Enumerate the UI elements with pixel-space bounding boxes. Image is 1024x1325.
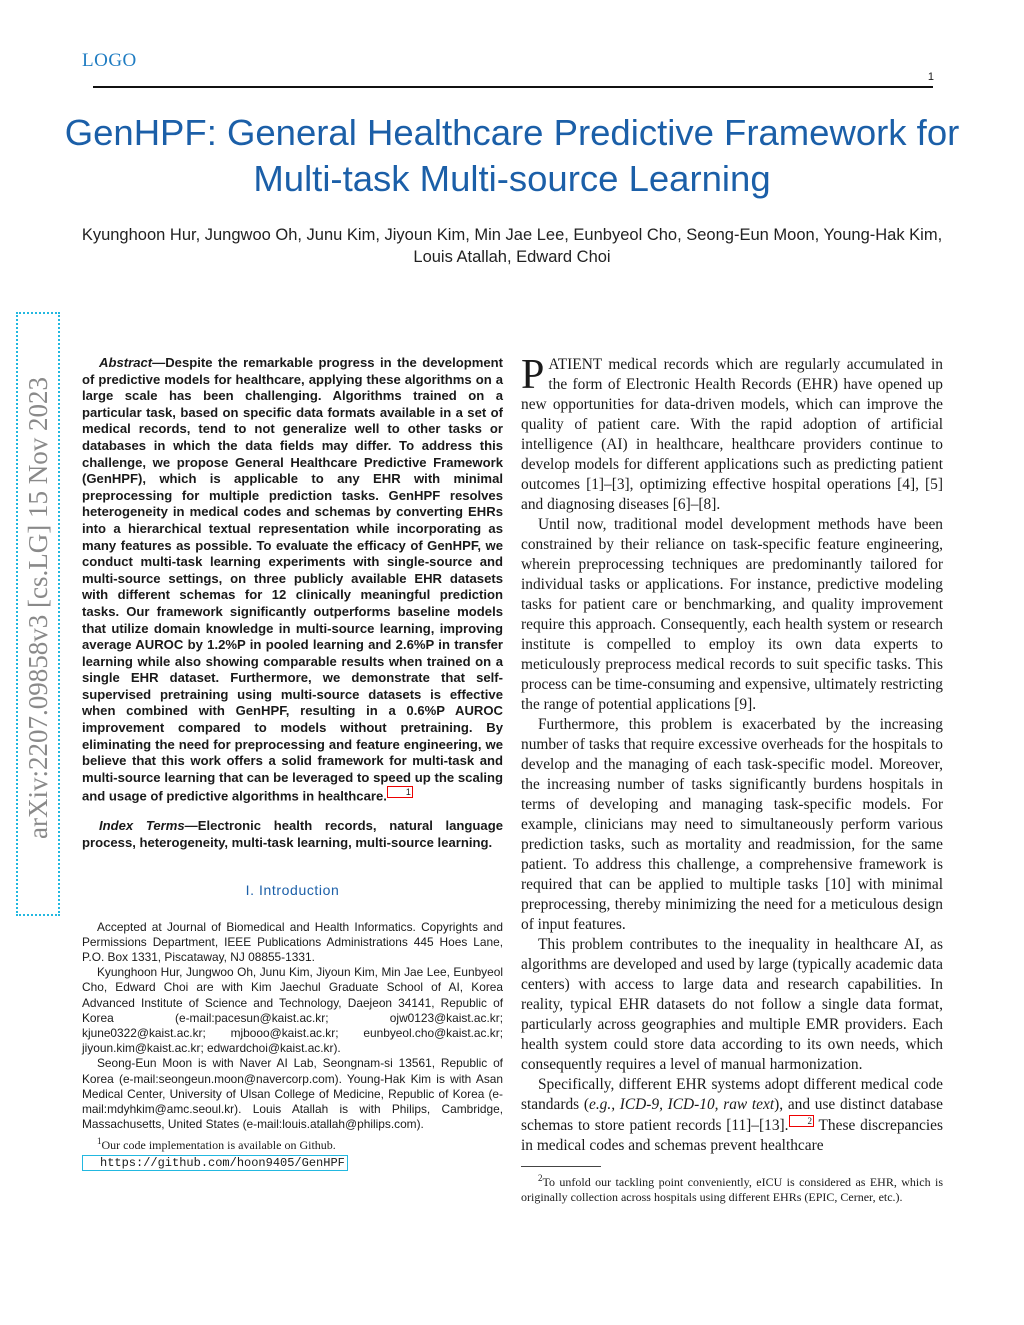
index-terms-lead: Index Terms— xyxy=(99,818,198,834)
intro-paragraph-3: Furthermore, this problem is exacerbated by the increasing number of tasks that require excessive overheads for the hospitals to develop and the managing of each task-specific model. Moreover, the increasing number of tasks significantly burdens hospitals in terms of developing and managing task-specific models. For example, clinicians may need to simultaneously perform various prediction tasks, such as mortality and readmission, for the same patient. To address this challenge, a comprehensive framework is required that can be applied to multiple tasks [10] with minimal preprocessing, thereby minimizing the need for a meticulous design of input features. xyxy=(521,716,943,933)
section-heading: I. Introduction xyxy=(245,881,340,898)
dropcap: P xyxy=(521,352,545,398)
footnote-acceptance: Accepted at Journal of Biomedical and Health Informatics. Copyrights and Permissions Department, IEEE Publications Administrations 445 Hoes Lane, P.O. Box 1331, Piscataway, NJ 08855-1331. xyxy=(82,919,503,964)
paper-title: GenHPF: General Healthcare Predictive Framework for Multi-task Multi-source Learning xyxy=(64,112,960,199)
abstract-lead: Abstract— xyxy=(99,355,166,370)
author-list: Kyunghoon Hur, Jungwoo Oh, Junu Kim, Jiyoun Kim, Min Jae Lee, Eunbyeol Cho, Seong-Eun Moon, Young-Hak Kim, Louis Atallah, Edward Choi xyxy=(81,226,943,266)
intro-p5-em: e.g., ICD-9, ICD-10, raw text xyxy=(588,1096,775,1113)
intro-paragraph-2: Until now, traditional model development methods have been constrained by their reliance on task-specific feature engineering, wherein preprocessing techniques are predominantly tailored for individual tasks or applications. For instance, predictive modeling tasks for patient care or benchmarking, and quality improvement require this approach. Consequently, each health system or research institute is compelled to employ its own data experts to meticulously preprocess medical records to suit specific tasks. This process can be time-consuming and expensive, ultimately restricting the range of potential applications [9]. xyxy=(521,516,943,713)
footnote-affiliation-other: Seong-Eun Moon is with Naver AI Lab, Seongnam-si 13561, Republic of Korea (e-mail:seongeun.moon@navercorp.com). Young-Hak Kim is with Asan Medical Center, University of Ulsan College of Medicine, Republic of Korea (e-mail:mdyhkim@amc.seoul.kr). Louis Atallah is with Philips, Cambridge, Massachusetts, United States (e-mail:louis.atallah@philips.com). xyxy=(82,1056,503,1132)
page-number: 1 xyxy=(927,71,934,83)
footnote-eicu-mark: 2 xyxy=(538,1173,543,1184)
left-column xyxy=(82,355,503,1171)
header-rule xyxy=(93,86,933,88)
footnote-code xyxy=(82,1134,503,1171)
footnote-code-mark: 1 xyxy=(97,1136,102,1147)
intro-p5-a: Specifically, different EHR systems adopt different medical code standards ( xyxy=(521,1076,943,1113)
intro-paragraph-4: This problem contributes to the inequality in healthcare AI, as algorithms are developed and used by large (typically academic data centers) with access to large data and research capabilities. In reality, typical EHR datasets do not follow a single data format, particularly across geographies and multiple EMR providers. Each health system could store data according to its own needs, which consequently requires a level of manual harmonization. xyxy=(521,936,943,1073)
abstract-text: Despite the remarkable progress in the development of predictive models for healthcare, applying these algorithms on a large scale has been challenging. Algorithms trained on a particular task, based on specific data formats available in a set of medical records, tend to not generalize well to other tasks or databases in which the data fields may differ. To address this challenge, we propose General Healthcare Predictive Framework (GenHPF), which is applicable to any EHR with minimal preprocessing for multiple prediction tasks. GenHPF resolves heterogeneity in medical codes and schemas by converting EHRs into a hierarchical textual representation while incorporating as many features as possible. To evaluate the efficacy of GenHPF, we conduct multi-task learning experiments with single-source and multi-source settings, on three publicly available EHR datasets with different schemas for 12 clinically meaningful prediction tasks. Our framework significantly outperforms baseline models that utilize domain knowledge in multi-source learning, improving average AUROC by 1.2%P in pooled learning and 2.6%P in transfer learning while also showing comparable results when trained on a single EHR dataset. Furthermore, we demonstrate that self-supervised pretraining using multi-source datasets is effective when combined with GenHPF, resulting in a 0.6%P AUROC improvement compared to models without pretraining. By eliminating the need for preprocessing and feature engineering, we believe that this work offers a solid framework for multi-task and multi-source learning that can be leveraged to speed up the scaling and usage of predictive algorithms in healthcare. xyxy=(82,355,503,804)
footnote-code-text: Our code implementation is available on Github. xyxy=(101,1138,336,1153)
journal-logo: LOGO xyxy=(82,50,137,71)
github-link[interactable]: https://github.com/hoon9405/GenHPF xyxy=(82,1155,348,1171)
arxiv-stamp: arXiv:2207.09858v3 [cs.LG] 15 Nov 2023 xyxy=(23,377,53,839)
intro-paragraph-1 xyxy=(521,352,943,515)
footnote-link-2[interactable]: 2 xyxy=(789,1115,815,1127)
footnote-eicu xyxy=(521,1171,943,1205)
index-terms xyxy=(82,818,503,851)
footnote-link-1[interactable]: 1 xyxy=(387,786,413,798)
index-terms-text: Electronic health records, natural language process, heterogeneity, multi-task learning, multi-source learning. xyxy=(82,818,503,850)
right-column xyxy=(521,352,943,1205)
footnote-rule xyxy=(521,1166,601,1167)
abstract xyxy=(82,355,503,805)
intro-paragraph-5 xyxy=(521,1075,943,1156)
intro-paragraph-1-text: ATIENT medical records which are regularly accumulated in the form of Electronic Health Records (EHR) have opened up new opportunities for data-driven models, which can improve the quality of patient care. With the rapid adoption of artificial intelligence (AI) in healthcare, healthcare providers continue to develop models for different applications such as predicting patient outcomes [1]–[3], optimizing effective hospital operations [4], [5] and diagnosing diseases [6]–[8]. xyxy=(521,356,943,513)
footnote-affiliation-kaist: Kyunghoon Hur, Jungwoo Oh, Junu Kim, Jiyoun Kim, Min Jae Lee, Eunbyeol Cho, Edward Choi are with Kim Jaechul Graduate School of AI, Korea Advanced Institute of Science and Technology, Daejeon 34141, Republic of Korea (e-mail:pacesun@kaist.ac.kr; ojw0123@kaist.ac.kr; kjune0322@kaist.ac.kr; mjbooo@kaist.ac.kr; eunbyeol.cho@kaist.ac.kr; jiyoun.kim@kaist.ac.kr; edwardchoi@kaist.ac.kr). xyxy=(82,965,503,1056)
footnote-eicu-text: To unfold our tackling point conveniently, eICU is considered as EHR, which is originally collection across hospitals using different EHRs (EPIC, Cerner, etc.). xyxy=(521,1175,943,1205)
intro-p5-c: These discrepancies in medical codes and schemas prevent healthcare xyxy=(521,1117,943,1155)
intro-p5-b: ), and use distinct database schemas to store patient records [11]–[13]. xyxy=(521,1096,943,1135)
